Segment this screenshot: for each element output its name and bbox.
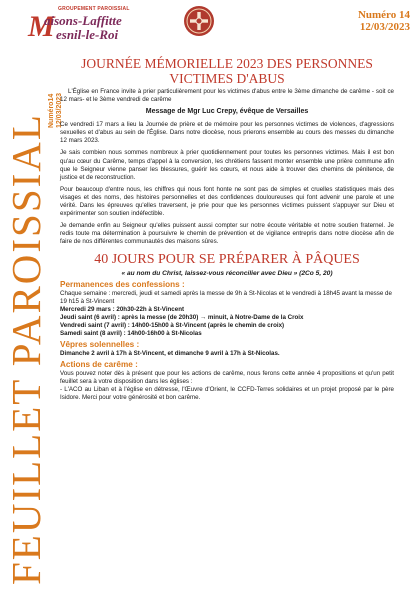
actions-heading: Actions de carême : — [60, 360, 138, 370]
article1-title — [60, 56, 394, 86]
article2-quote: « au nom du Christ, laissez-vous réconcilier avec Dieu » (2Co 5, 20) — [121, 269, 333, 277]
issue-number: Numéro 14 — [357, 9, 410, 21]
sidebar-title: FEUILLET PAROISSIAL — [3, 113, 49, 585]
article1-title-line1: JOURNÉE MÉMORIELLE 2023 DES PERSONNES — [81, 56, 373, 71]
article1-intro: L'Église en France invite à prier particulièrement pour les victimes d'abus entre le 3ème dimanche de carême - soit ce 12 mars- et le 3ème vendredi de carême — [60, 88, 394, 104]
logo-groupement: GROUPEMENT PAROISSIAL — [58, 6, 130, 12]
sidebar-number: Numéro14 — [48, 93, 55, 128]
article2-title: 40 JOURS POUR SE PRÉPARER À PÂQUES — [94, 251, 360, 267]
cross-emblem-icon — [184, 6, 214, 36]
actions-text: Vous pouvez noter dès à présent que pour les actions de carême, nous ferons cette année 4 propositions et qu'un petit feuillet sera à votre disposition dans les églises : — [60, 370, 394, 386]
article1-para1: Ce vendredi 17 mars a lieu la Journée de prière et de mémoire pour les personnes victimes de violences, d'agressions sexuelles et d'abus au sein de l'Église. Dans notre diocèse, nous prierons ensemble au cours des messes du dimanche 12 mars 2023. — [60, 121, 394, 145]
article1-para4: Je demande enfin au Seigneur qu'elles puissent aussi compter sur notre écoute véritable et notre soutien fraternel. Je redis toute ma détermination à poursuivre le chemin de prévention et de vigilance entrepris dans notre diocèse afin de faire de nos différentes communautés des maisons sûres. — [60, 222, 394, 246]
main-content — [60, 56, 394, 407]
confessions-text: Chaque semaine : mercredi, jeudi et samedi après la messe de 9h à St-Nicolas et le vendredi à 18h45 avant la messe de 19 h15 à St-Vincent — [60, 289, 392, 305]
confessions-line-1: Mercredi 29 mars : 20h30-22h à St-Vincent — [60, 305, 185, 313]
issue-info — [358, 9, 410, 33]
vepres-text: Dimanche 2 avril à 17h à St-Vincent, et dimanche 9 avril à 17h à St-Nicolas. — [60, 350, 280, 358]
vepres-heading: Vêpres solennelles : — [60, 340, 140, 350]
article1-subhead: Message de Mgr Luc Crepy, évêque de Versailles — [145, 108, 309, 116]
article1-para3: Pour beaucoup d'entre nous, les chiffres qui nous font honte ne sont pas de simples et cruelles statistiques mais des visages et des noms, des histoires personnelles et des confidences douloureuses qui font advenir une parole et une vérité. Dans les épreuves qu'elles traversent, je prie pour que les personnes victimes puissent s'appuyer sur Dieu et expérimenter son soutien indéfectible. — [60, 185, 394, 218]
parish-logo — [28, 4, 158, 44]
logo-parish-line1: aisons-Laffitte — [44, 13, 122, 28]
actions-text-2: - L'ACO au Liban et à l'église en détresse, l'Œuvre d'Orient, le CCFD-Terres solidaires et un projet proposé par le père Isidore. Merci pour votre générosité et bon carême. — [60, 386, 394, 402]
issue-date: 12/03/2023 — [359, 21, 410, 33]
sidebar-date: 12/03/2023 — [56, 92, 63, 128]
logo-parish-line2: esnil-le-Roi — [56, 27, 119, 42]
confessions-line-2: Jeudi saint (6 avril) : après la messe (de 20h30) → minuit, à Notre-Dame de la Croix — [60, 313, 304, 321]
article1-para2: Je sais combien nous sommes nombreux à prier quotidiennement pour toutes les personnes victimes. Mais il est bon qu'au cœur du Carême, temps d'appel à la conversion, les chrétiens fassent monter ensemble une prière commune afin que le Seigneur vienne panser les blessures, guérir les cœurs, et nous aide à trouver des chemins de pénitence, de justice et de reconstruction. — [60, 149, 394, 181]
confessions-heading: Permanences des confessions : — [60, 279, 185, 289]
confessions-line-3: Vendredi saint (7 avril) : 14h00-15h00 à St-Vincent (après le chemin de croix) — [60, 321, 285, 329]
logo-letter: M — [28, 10, 55, 43]
confessions-line-4: Samedi saint (8 avril) : 14h00-16h00 à St-Nicolas — [60, 329, 202, 337]
article1-title-line2: VICTIMES D'ABUS — [169, 71, 285, 86]
